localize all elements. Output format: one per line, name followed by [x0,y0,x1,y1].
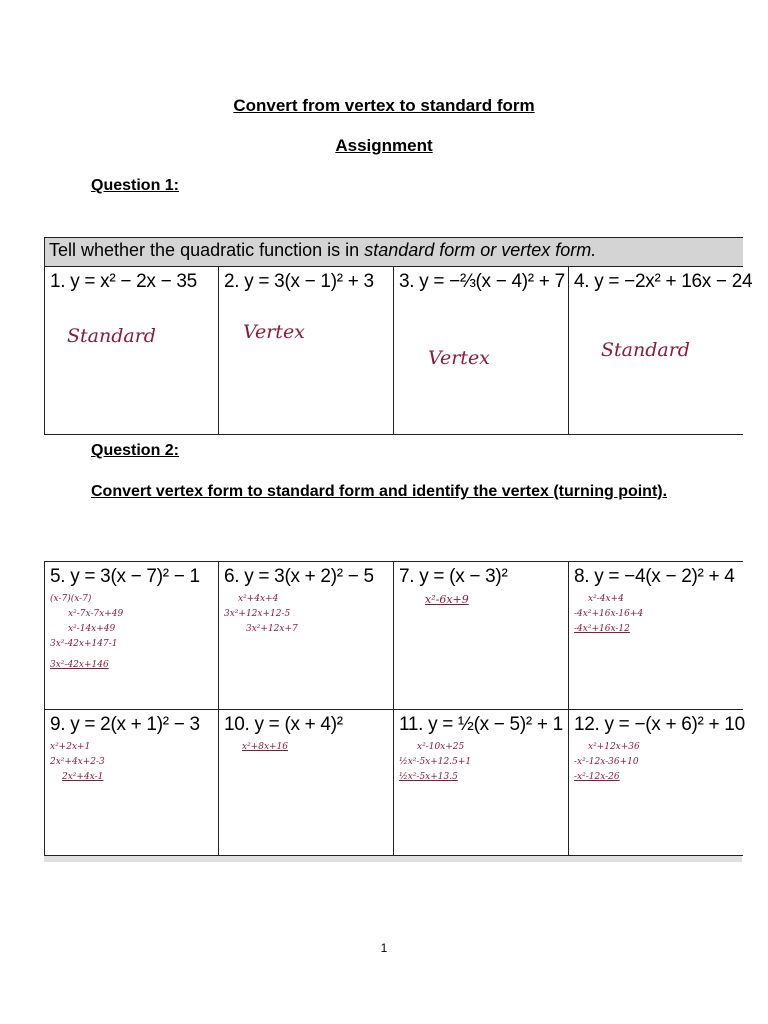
question1-heading: Question 1: [91,177,180,194]
question2-cell-10 [219,710,394,856]
question2-table [44,561,743,856]
question2-cell-6 [219,562,394,710]
question1-table-header: Tell whether the quadratic function is in standard form or vertex form. [45,238,743,267]
handwritten-answer: Standard [601,339,690,361]
question1-cell-1 [45,267,219,435]
question1-cell-3 [394,267,569,435]
equation: 6. y = 3(x + 2)² − 5 [224,566,374,587]
equation: 5. y = 3(x − 7)² − 1 [50,566,200,587]
handwritten-answer: Vertex [243,321,305,343]
equation: 7. y = (x − 3)² [399,566,508,587]
question2-cell-5 [45,562,219,710]
equation: 12. y = −(x + 6)² + 10 [574,714,745,735]
handwritten-work: x²+2x+1 2x²+4x+2-3 2x²+4x-1 [50,742,105,782]
handwritten-work: (x-7)(x-7) x²-7x-7x+49 x²-14x+49 3x²-42x+147-1 3x²-42x+146 [50,594,124,670]
question1-cell-4 [569,267,753,435]
page-subtitle: Assignment [335,136,433,155]
question2-heading: Question 2: [91,442,180,459]
page-number: 1 [380,941,388,955]
handwritten-work: x²-4x+4 -4x²+16x-16+4 -4x²+16x-12 [574,594,644,634]
handwritten-work: x²+12x+36 -x²-12x-36+10 -x²-12x-26 [574,742,640,782]
page-title: Convert from vertex to standard form [233,96,535,115]
equation: 9. y = 2(x + 1)² − 3 [50,714,200,735]
equation: 11. y = ½(x − 5)² + 1 [399,714,563,735]
equation: 8. y = −4(x − 2)² + 4 [574,566,735,587]
question2-cell-7 [394,562,569,710]
equation: 10. y = (x + 4)² [224,714,343,735]
equation: 1. y = x² − 2x − 35 [50,271,197,292]
equation: 4. y = −2x² + 16x − 24 [574,271,753,292]
question2-instruction: Convert vertex form to standard form and identify the vertex (turning point). [91,483,668,500]
question2-cell-11 [394,710,569,856]
handwritten-work: x²-6x+9 [425,593,469,606]
handwritten-work: x²-10x+25 ½x²-5x+12.5+1 ½x²-5x+13.5 [399,742,472,782]
table-bottom-strip [44,855,742,862]
question2-cell-8 [569,562,743,710]
handwritten-work: x²+8x+16 [242,742,289,752]
handwritten-answer: Standard [67,325,156,347]
handwritten-answer: Vertex [428,347,490,369]
handwritten-work: x²+4x+4 3x²+12x+12-5 3x²+12x+7 [224,594,298,634]
equation: 2. y = 3(x − 1)² + 3 [224,271,374,292]
question1-cell-2 [219,267,394,435]
question1-table [44,237,753,435]
question2-cell-12 [569,710,743,856]
question2-cell-9 [45,710,219,856]
equation: 3. y = −⅔(x − 4)² + 7 [399,271,565,292]
